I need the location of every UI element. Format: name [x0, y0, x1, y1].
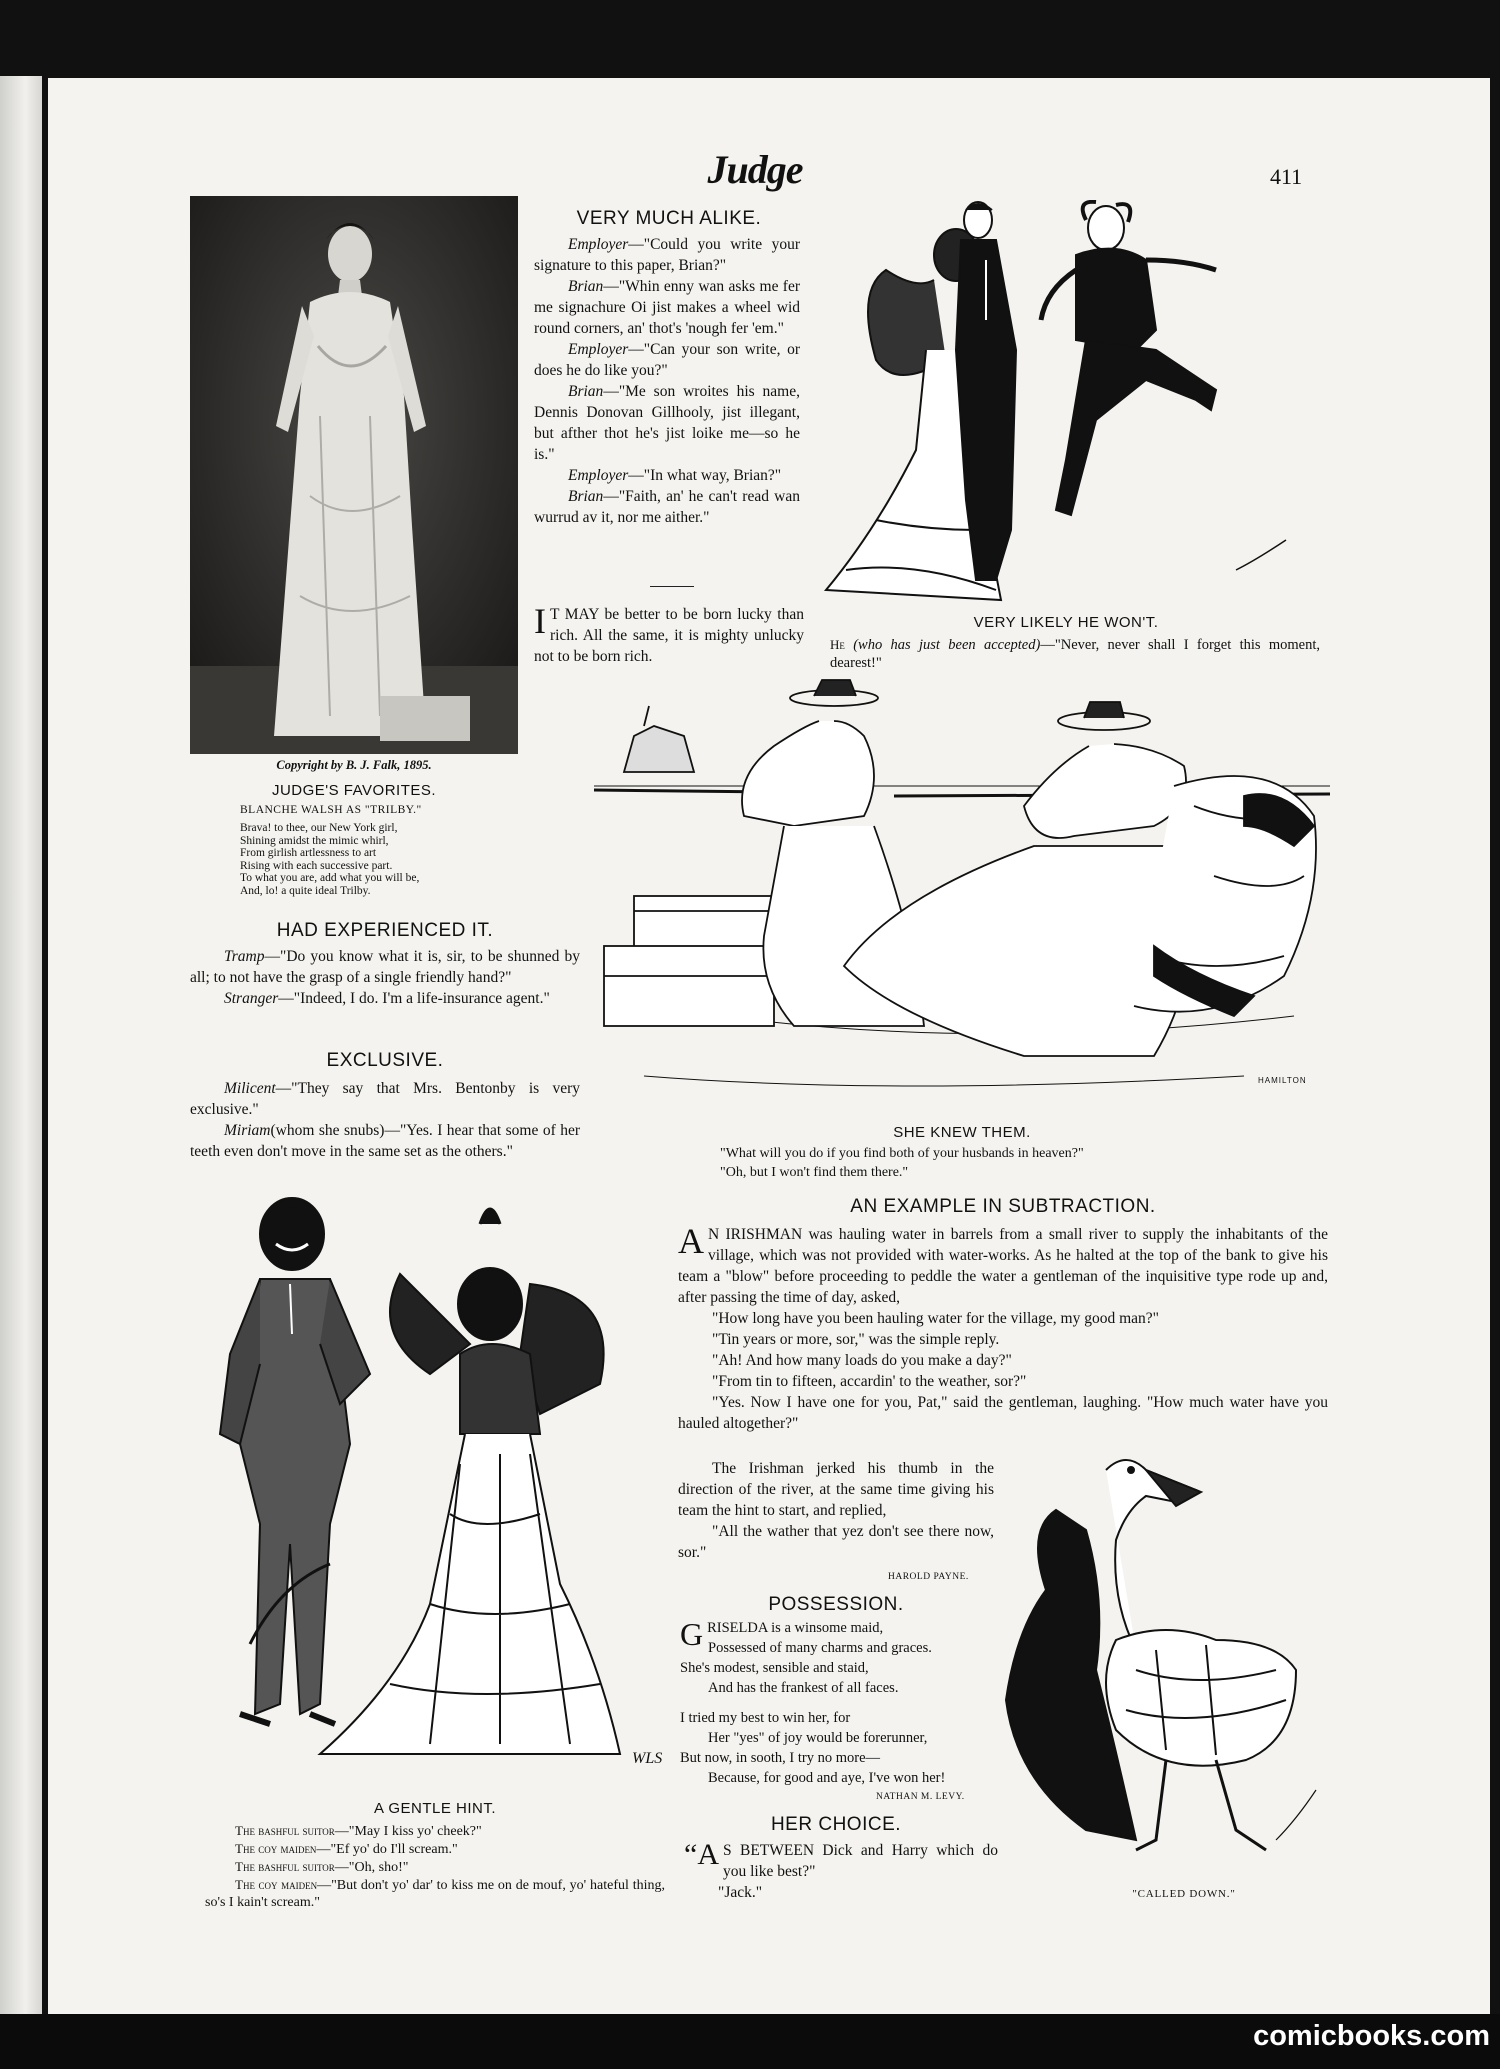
- possession-poem: GRISELDA is a winsome maid, Possessed of many charms and graces. She's modest, sensible and staid, And has the frankest of all faces. I tried my best to win her, for Her "yes" of joy would be forerunner, But now, in sooth, I try no more— Because, for good and aye, I've won her!: [680, 1616, 946, 1786]
- exclusive-title: EXCLUSIVE.: [326, 1050, 444, 1071]
- photo-verse: Brava! to thee, our New York girl, Shining amidst the mimic whirl, From girlish artlessness to art Rising with each successive part. To what you are, add what you will be, And, lo! a quite ideal Trilby.: [240, 822, 420, 897]
- she-knew-title: SHE KNEW THEM.: [893, 1124, 1031, 1141]
- had-experienced-dialogue: Tramp—"Do you know what it is, sir, to be shunned by all; to not have the grasp of a single friendly hand?" Stranger—"Indeed, I do. I'm a life-insurance agent.": [190, 948, 580, 1007]
- very-much-alike-dialogue: Employer—"Could you write your signature to this paper, Brian?" Brian—"Whin enny wan asks me fer me signachure Oi jist makes a wheel wid round corners, an' thot's 'nough fer 'em." Employer—"Can your son write, or does he do like you?" Brian—"Me son wroites his name, Dennis Donovan Gillhooly, jist illegant, but afther thot he's jist loike me—so he is." Employer—"In what way, Brian?" Brian—"Faith, an' he can't read wan wurrud av it, nor me aither.": [534, 236, 800, 526]
- subtraction-story: A N IRISHMAN was hauling water in barrels from a small river to supply the inhabitants of the village, which was not provided with water-works. As he halted at the top of the bank to give his team a "blow" before proceeding to peddle the water a gentleman of the inquisitive type rode up and, after passing the time of day, asked, "How long have you been hauling water for the village, my good man?" "Tin years or more, sor," was the simple reply. "Ah! And how many loads do you make a day?" "From tin to fifteen, accardin' to the weather, sor?" "Yes. Now I have one for you, Pat," said the gentleman, laughing. "How much water have you hauled altogether?": [678, 1221, 1328, 1432]
- exclusive-dialogue: Milicent—"They say that Mrs. Bentonby is very exclusive." Miriam(whom she snubs)—"Yes. I hear that some of her teeth even don't move in the same set as the others.": [190, 1080, 580, 1160]
- couple-illustration: [200, 1184, 670, 1784]
- very-much-alike-title: VERY MUCH ALIKE.: [576, 208, 762, 229]
- called-down-caption: "CALLED DOWN.": [1132, 1888, 1236, 1900]
- photo-subtitle: BLANCHE WALSH AS "TRILBY.": [240, 804, 422, 816]
- trilby-photo: [190, 196, 518, 754]
- wls-signature: WLS: [632, 1750, 663, 1767]
- photo-title: JUDGE'S FAVORITES.: [271, 782, 437, 799]
- subtraction-ending: The Irishman jerked his thumb in the direction of the river, at the same time giving his team the hint to start, and replied, "All the wather that yez don't see there now, sor.": [678, 1460, 994, 1561]
- lucky-paragraph: I T MAY be better to be born lucky than rich. All the same, it is mighty unlucky not to be born rich.: [534, 601, 804, 665]
- photo-copyright: Copyright by B. J. Falk, 1895.: [276, 758, 432, 772]
- she-knew-caption: "What will you do if you find both of your husbands in heaven?" "Oh, but I won't find them there.": [720, 1146, 1084, 1180]
- possession-author: NATHAN M. LEVY.: [876, 1792, 965, 1802]
- gentle-hint-title: A GENTLE HINT.: [373, 1800, 497, 1817]
- gentle-hint-dialogue: The bashful suitor—"May I kiss yo' cheek?" The coy maiden—"Ef yo' do I'll scream." The bashful suitor—"Oh, sho!" The coy maiden—"But don't yo' dar' to kiss me on de mouf, yo' hateful thing, so's I kain't scream.": [205, 1823, 665, 1910]
- possession-title: POSSESSION.: [768, 1594, 904, 1615]
- very-likely-title: VERY LIKELY HE WON'T.: [973, 614, 1159, 631]
- page-number: 411: [1270, 164, 1303, 189]
- engaged-couple-illustration: [816, 200, 1316, 608]
- divider: [650, 586, 694, 587]
- previous-page-edge: [0, 76, 42, 2016]
- beach-women-illustration: [594, 676, 1330, 1116]
- hamilton-signature: HAMILTON: [1258, 1076, 1307, 1085]
- subtraction-author: HAROLD PAYNE.: [888, 1572, 969, 1582]
- her-choice-dialogue: “A S BETWEEN Dick and Harry which do you like best?" "Jack.": [684, 1838, 998, 1901]
- her-choice-title: HER CHOICE.: [770, 1814, 902, 1835]
- had-experienced-title: HAD EXPERIENCED IT.: [276, 920, 494, 941]
- very-likely-caption: He (who has just been accepted)—"Never, never shall I forget this moment, dearest!": [830, 637, 1320, 671]
- goose-illustration: [996, 1450, 1330, 1882]
- masthead-title: Judge: [707, 147, 803, 192]
- subtraction-title: AN EXAMPLE IN SUBTRACTION.: [850, 1196, 1156, 1217]
- watermark: comicbooks.com: [1253, 2020, 1490, 2052]
